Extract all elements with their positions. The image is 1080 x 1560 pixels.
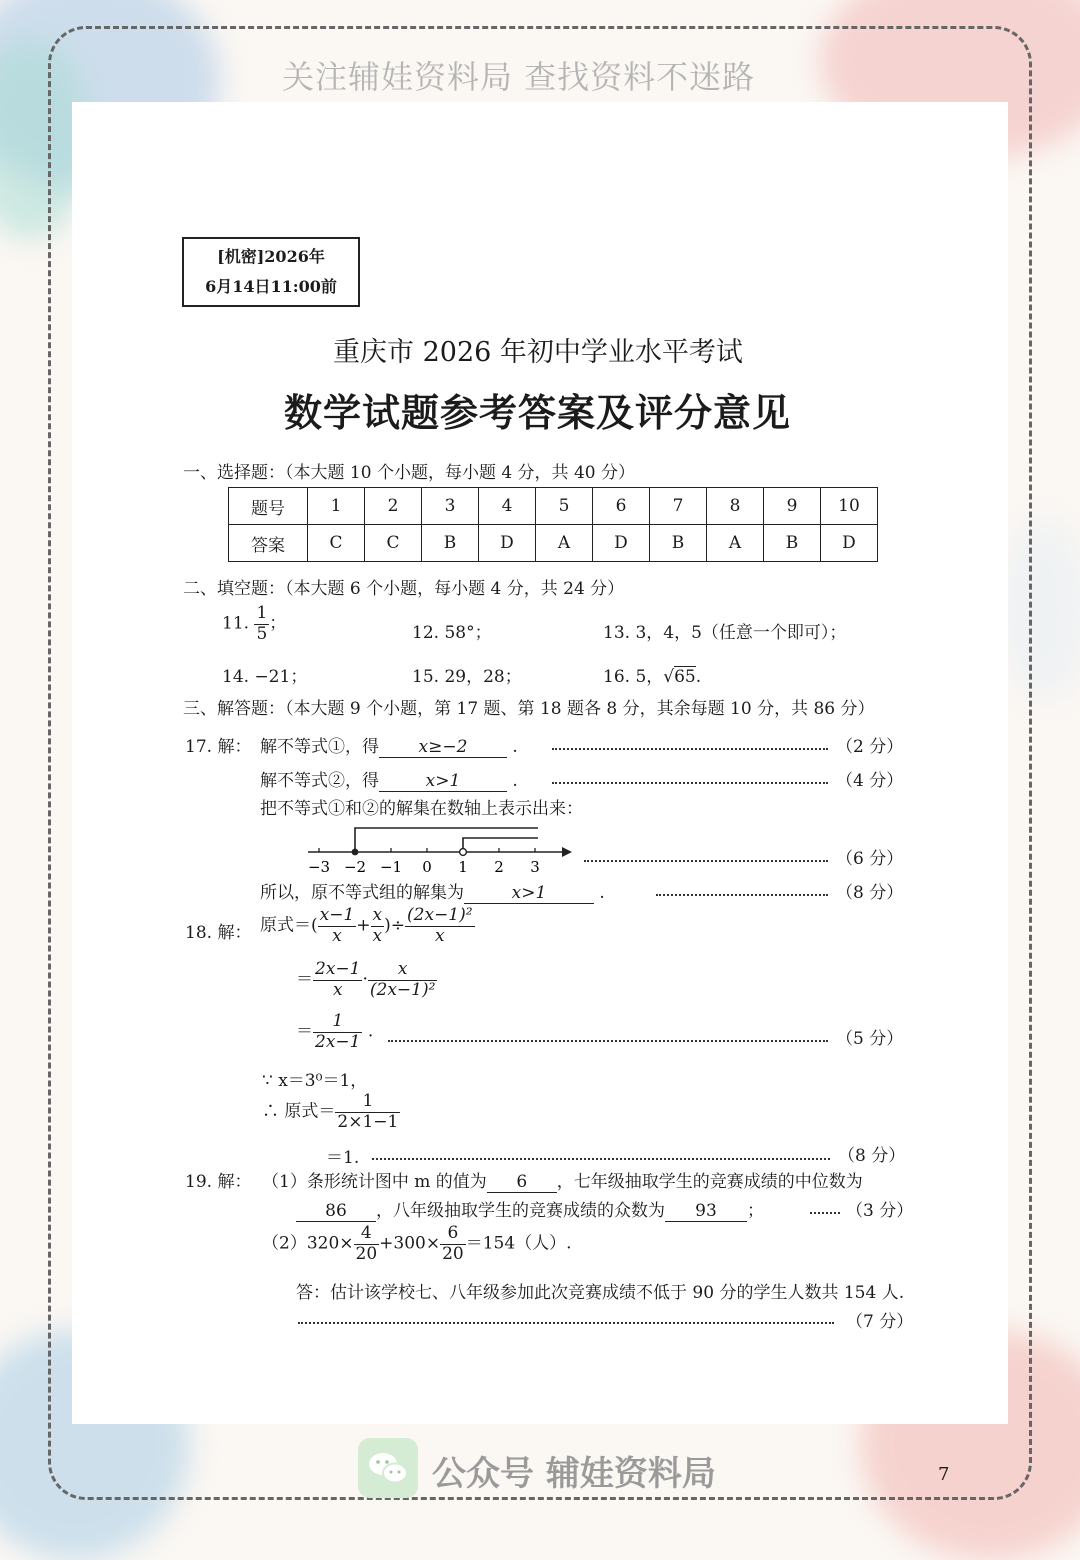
q19-label: 19. 解：	[185, 1172, 252, 1192]
q18-result: ＝1.	[326, 1148, 360, 1168]
section-heading-fill: 二、填空题：（本大题 6 个小题，每小题 4 分，共 24 分）	[183, 579, 625, 599]
q17-answer-1: x≥−2	[379, 737, 507, 758]
q18-therefore	[262, 1092, 400, 1132]
table-cell: D	[593, 525, 650, 562]
answer-16-prefix: 16. 5，	[603, 667, 664, 687]
q17-points-4: （8 分）	[836, 883, 904, 903]
denominator: 20	[355, 1243, 378, 1264]
q19-part-1-line-2	[296, 1196, 764, 1222]
period: .	[367, 1021, 374, 1042]
denominator: 2×1−1	[337, 1111, 399, 1132]
axis-tick-label: 0	[422, 858, 432, 876]
fraction	[354, 1224, 380, 1264]
operator: +	[356, 915, 371, 936]
q19-value-median: 86	[296, 1201, 376, 1222]
table-row-numbers	[229, 488, 878, 525]
q17-points-1: （2 分）	[836, 737, 904, 757]
answer-11-end: ；	[269, 613, 287, 634]
numerator: x−1	[319, 905, 355, 925]
table-cell: 5	[536, 488, 593, 525]
q18-step-3	[296, 1012, 373, 1052]
numerator: 1	[335, 1092, 400, 1113]
table-cell: B	[764, 525, 821, 562]
table-cell: B	[422, 525, 479, 562]
table-cell: 7	[650, 488, 707, 525]
q19-value-mode: 93	[665, 1201, 747, 1222]
denominator: x	[372, 925, 383, 946]
q17-line-2-text: 解不等式②，得	[260, 771, 379, 791]
fraction	[440, 1224, 466, 1264]
fraction	[318, 906, 357, 946]
operator: )÷	[384, 915, 406, 936]
q18-label: 18. 解：	[185, 923, 252, 943]
table-cell: 9	[764, 488, 821, 525]
axis-tick-label: −2	[343, 858, 367, 876]
confidential-line-2: 6月14日11:00前	[205, 277, 337, 296]
q19-part-2-text: ＝154（人）.	[465, 1233, 572, 1254]
answer-15: 15. 29，28；	[412, 667, 522, 687]
q17-points-2: （4 分）	[836, 771, 904, 791]
q18-points-2: （8 分）	[838, 1146, 906, 1166]
table-cell: 4	[479, 488, 536, 525]
q19-points-2: （7 分）	[846, 1312, 914, 1332]
q18-step-2	[296, 960, 437, 1000]
leader-dots	[372, 1158, 830, 1160]
number-line-diagram	[300, 820, 580, 878]
leader-dots	[388, 1040, 828, 1042]
q19-part-1-text: ，八年级抽取学生的竞赛成绩的众数为	[376, 1201, 665, 1221]
answer-11-number: 11.	[222, 613, 250, 634]
denominator: 2x−1	[315, 1031, 361, 1052]
leader-dots	[552, 782, 828, 784]
denominator: 5	[256, 623, 268, 644]
q19-part-1-text: ；	[747, 1201, 764, 1221]
wechat-logo-icon	[358, 1438, 418, 1498]
axis-tick-label: 2	[494, 858, 504, 876]
footer-brand: 公众号 辅娃资料局	[432, 1454, 716, 1494]
fraction	[254, 604, 269, 644]
leader-dots	[298, 1322, 834, 1324]
watermark-top: 关注辅娃资料局 查找资料不迷路	[282, 58, 756, 96]
section-heading-solve: 三、解答题：（本大题 9 个小题，第 17 题、第 18 题各 8 分，其余每题 10 分，共 86 分）	[183, 699, 875, 719]
q19-part-2	[262, 1224, 572, 1264]
axis-tick-label: 3	[530, 858, 540, 876]
q19-points-1: （3 分）	[846, 1201, 914, 1221]
fraction	[335, 1092, 400, 1132]
denominator: x	[332, 925, 342, 946]
answer-16	[603, 662, 701, 687]
leader-dots	[656, 894, 828, 896]
operator: ·	[362, 969, 368, 990]
q19-answer: 答：估计该学校七、八年级参加此次竞赛成绩不低于 90 分的学生人数共 154 人.	[296, 1283, 905, 1303]
period: .	[512, 771, 518, 791]
table-row-answers	[229, 525, 878, 562]
answer-12: 12. 58°；	[412, 623, 492, 643]
period: .	[512, 737, 518, 757]
q19-part-1-line-1	[262, 1167, 863, 1193]
q17-line-5	[260, 878, 605, 904]
denominator: 20	[442, 1243, 464, 1264]
table-cell: A	[707, 525, 764, 562]
q19-value-m: 6	[487, 1172, 557, 1193]
fraction	[371, 906, 385, 946]
q18-points-1: （5 分）	[836, 1029, 904, 1049]
q18-because: ∵ x＝3⁰＝1，	[262, 1071, 368, 1091]
numerator: x	[368, 960, 438, 981]
q17-line-1-text: 解不等式①，得	[260, 737, 379, 757]
q18-step-1	[260, 906, 475, 946]
equals: ＝	[296, 969, 313, 990]
equals: ＝	[296, 1021, 313, 1042]
document-heading: 数学试题参考答案及评分意见	[284, 390, 792, 435]
exam-title: 重庆市 2026 年初中学业水平考试	[333, 337, 743, 368]
numerator: 2x−1	[315, 959, 361, 979]
numerator: 6	[440, 1224, 466, 1245]
wechat-bubbles-icon	[358, 1438, 418, 1498]
table-cell: B	[650, 525, 707, 562]
numerator: 1	[313, 1012, 362, 1033]
q17-line-1	[260, 732, 518, 758]
answer-16-end: .	[695, 667, 702, 687]
section-heading-choice: 一、选择题：（本大题 10 个小题，每小题 4 分，共 40 分）	[183, 463, 636, 483]
table-cell: D	[821, 525, 878, 562]
table-row-label: 答案	[229, 525, 308, 562]
q17-line-5-text: 所以，原不等式组的解集为	[260, 883, 464, 903]
table-cell: 1	[308, 488, 365, 525]
q17-answer-final: x>1	[464, 883, 594, 904]
table-cell: 2	[365, 488, 422, 525]
answer-table	[228, 487, 878, 562]
q19-part-1-text: ，七年级抽取学生的竞赛成绩的中位数为	[556, 1172, 863, 1192]
radicand: 65	[674, 667, 696, 687]
q17-answer-2: x>1	[379, 771, 507, 792]
q19-part-1-text: （1）条形统计图中 m 的值为	[262, 1172, 487, 1192]
leader-dots	[552, 748, 828, 750]
confidential-line-1: [机密]2026年	[217, 247, 325, 266]
table-cell: C	[308, 525, 365, 562]
table-row-label: 题号	[229, 488, 308, 525]
sqrt-sign-icon: √	[663, 667, 675, 687]
q18-therefore-text: ∴ 原式＝	[262, 1101, 336, 1122]
table-cell: 10	[821, 488, 878, 525]
table-cell: 8	[707, 488, 764, 525]
fraction	[405, 906, 475, 946]
q17-line-2	[260, 766, 518, 792]
q18-original-expr: 原式＝(	[260, 915, 318, 936]
confidential-box	[182, 237, 360, 307]
table-cell: 3	[422, 488, 479, 525]
q17-points-3: （6 分）	[836, 849, 904, 869]
q17-line-3: 把不等式①和②的解集在数轴上表示出来：	[260, 799, 583, 819]
answer-13: 13. 3，4，5（任意一个即可）；	[603, 623, 847, 643]
period: .	[599, 883, 605, 903]
fraction	[368, 960, 438, 1000]
numerator: 1	[256, 603, 268, 623]
q17-label: 17. 解：	[185, 737, 252, 757]
q19-part-2-text: +300×	[379, 1233, 441, 1254]
fraction	[313, 1012, 362, 1052]
axis-tick-label: −1	[379, 858, 403, 876]
answer-14: 14. −21；	[222, 667, 308, 687]
page-number: 7	[938, 1464, 950, 1485]
fraction	[313, 960, 362, 1000]
numerator: 4	[354, 1224, 380, 1245]
numerator: x	[372, 905, 383, 925]
answer-11	[222, 604, 286, 644]
q19-part-2-text: （2）320×	[262, 1233, 354, 1254]
table-cell: 6	[593, 488, 650, 525]
leader-dots	[584, 860, 828, 862]
denominator: (2x−1)²	[369, 979, 436, 1000]
axis-tick-label: 1	[458, 858, 468, 876]
table-cell: C	[365, 525, 422, 562]
table-cell: A	[536, 525, 593, 562]
denominator: x	[435, 925, 445, 946]
denominator: x	[332, 979, 343, 1000]
table-cell: D	[479, 525, 536, 562]
numerator: (2x−1)²	[407, 905, 473, 925]
leader-dots	[810, 1212, 840, 1214]
axis-tick-label: −3	[307, 858, 331, 876]
